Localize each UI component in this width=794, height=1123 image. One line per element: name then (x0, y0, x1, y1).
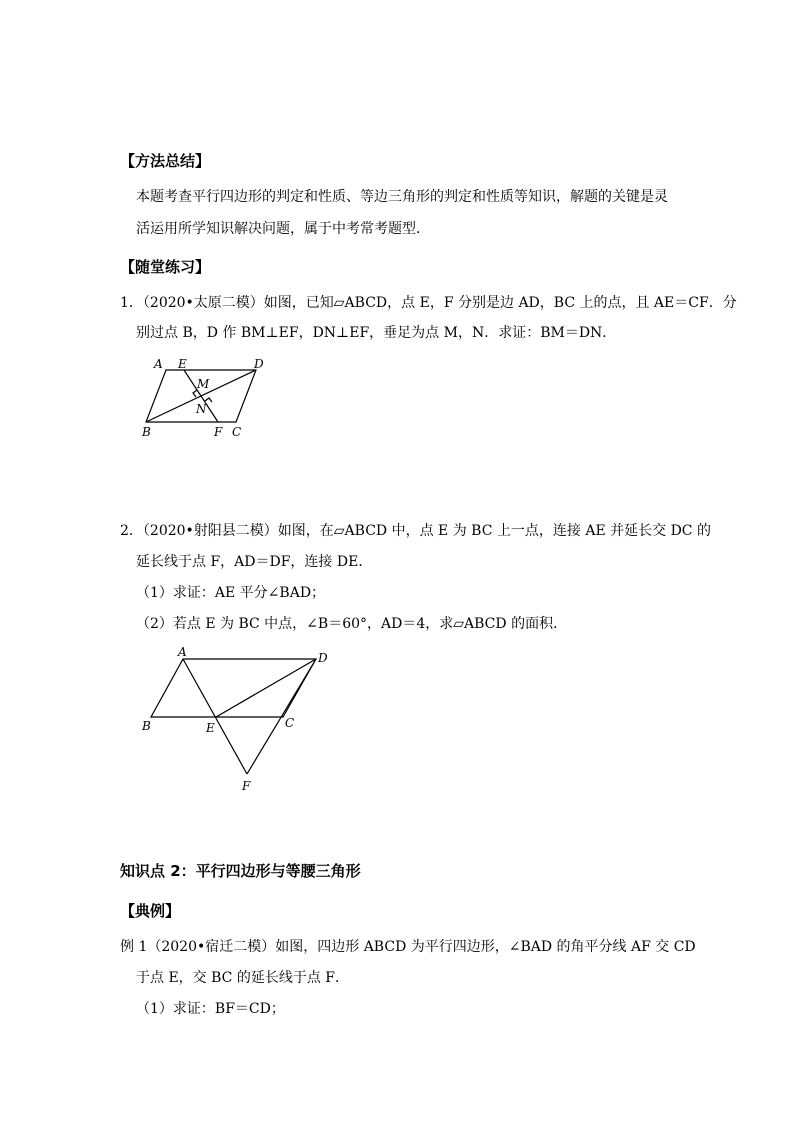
q1-line-1: 1．（2020•太原二模）如图，已知▱ABCD，点 E，F 分别是边 AD，BC 上的点，且 AE＝CF．分 (120, 295, 737, 311)
q1-line-2: 别过点 B，D 作 BM⊥EF，DN⊥EF，垂足为点 M，N．求证：BM＝DN． (136, 325, 617, 341)
q1-label-n: N (196, 402, 207, 416)
q2-parallelogram (151, 659, 316, 717)
q1-label-d: D (254, 357, 264, 371)
q2-line-2: 延长线于点 F，AD＝DF，连接 DE． (136, 554, 373, 570)
practice-heading: 【随堂练习】 (120, 258, 211, 276)
q1-label-a: A (154, 357, 163, 371)
q2-label-d: D (318, 651, 328, 665)
q2-label-e: E (206, 721, 215, 735)
q2-line-1: 2．（2020•射阳县二模）如图，在▱ABCD 中，点 E 为 BC 上一点，连接 AE 并延长交 DC 的 (120, 523, 711, 539)
q2-segment-de (216, 659, 316, 717)
q1-label-m: M (197, 377, 210, 391)
knowledge-point-heading: 知识点 2：平行四边形与等腰三角形 (120, 862, 361, 880)
example-part-1: （1）求证：BF＝CD； (136, 1001, 285, 1017)
q2-part-2: （2）若点 E 为 BC 中点，∠B＝60°，AD＝4，求▱ABCD 的面积． (136, 616, 568, 632)
q2-part-1: （1）求证：AE 平分∠BAD； (136, 585, 326, 601)
example-line-1: 例 1（2020•宿迁二模）如图，四边形 ABCD 为平行四边形，∠BAD 的角平分线 AF 交 CD (120, 939, 696, 955)
method-summary-line-1: 本题考查平行四边形的判定和性质、等边三角形的判定和性质等知识，解题的关键是灵 (136, 189, 668, 205)
q2-label-a: A (178, 645, 187, 659)
q1-label-b: B (142, 425, 151, 439)
q2-label-c: C (285, 716, 295, 730)
q1-label-e: E (178, 357, 187, 371)
q1-figure (130, 352, 280, 444)
q2-figure (136, 644, 336, 794)
method-summary-line-2: 活运用所学知识解决问题，属于中考常考题型． (136, 221, 430, 237)
q2-label-f: F (242, 779, 251, 793)
q2-label-b: B (142, 719, 151, 733)
q1-label-c: C (232, 425, 242, 439)
method-summary-heading: 【方法总结】 (120, 152, 211, 170)
q1-label-f: F (214, 425, 223, 439)
example-heading: 【典例】 (120, 902, 181, 920)
example-line-2: 于点 E，交 BC 的延长线于点 F． (136, 970, 349, 986)
q1-right-angle-m (193, 390, 197, 397)
